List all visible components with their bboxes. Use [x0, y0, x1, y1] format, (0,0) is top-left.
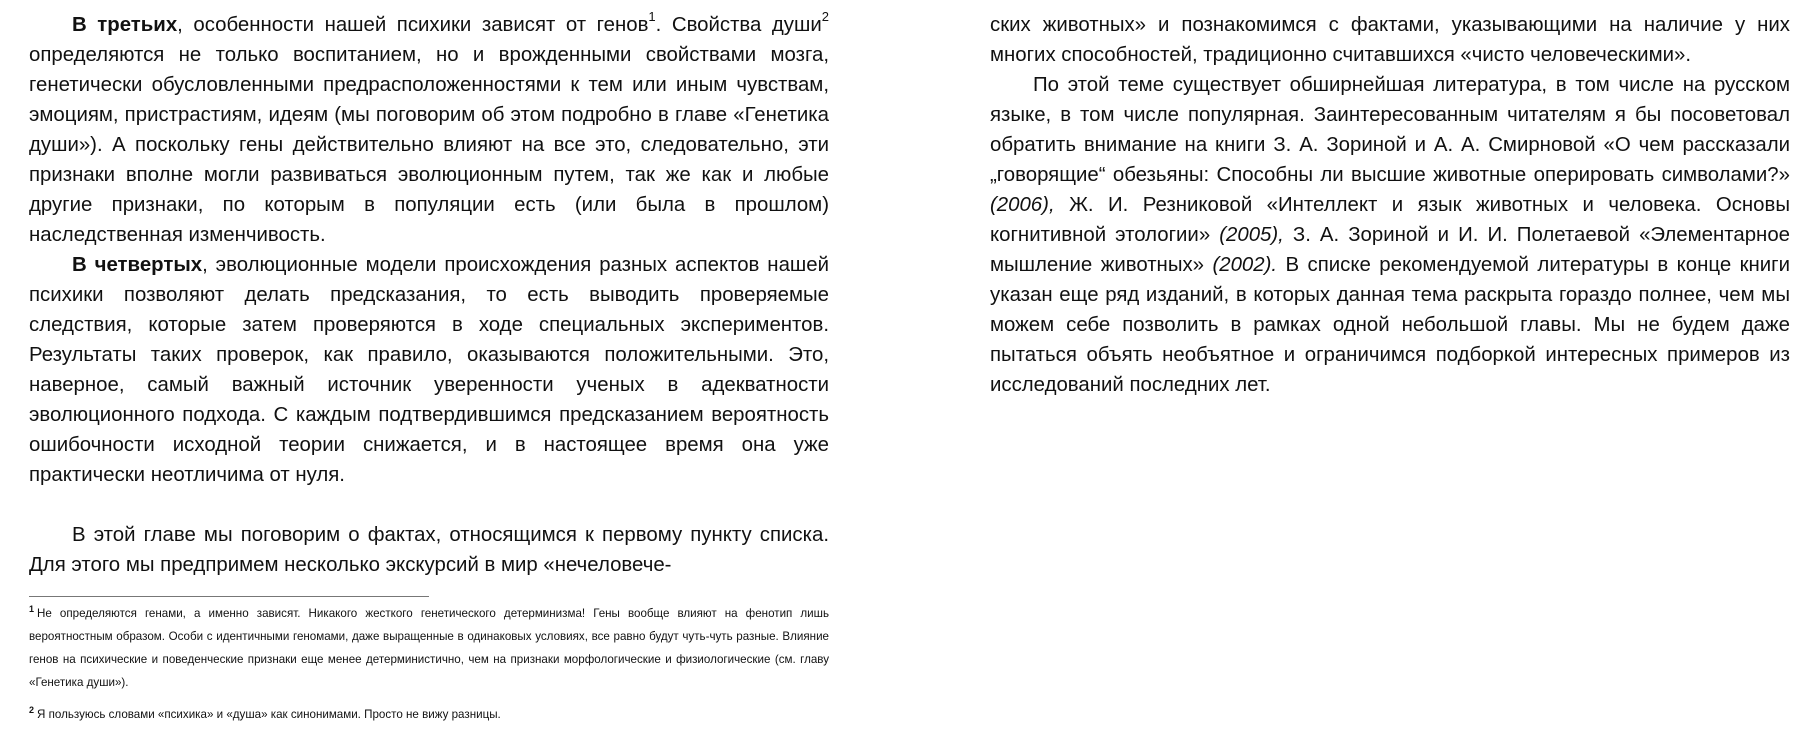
year-2005: (2005), — [1210, 224, 1284, 246]
paragraph-text: определяются не только воспитанием, но и врожденными свойствами мозга, генетически обусловленными предрасположенностями к тем или иным чувствам, эмоциям, пристрастиям, идеям (мы поговорим об этом подробно в главе «Генетика души»). А поскольку гены действительно влияют на все это, следовательно, эти признаки вполне могли развиваться эволюционным путем, так же как и любые другие признаки, по которым в популяции есть (или была в прошлом) наследственная изменчивость. — [29, 44, 829, 246]
paragraph-text: . Свойства души — [655, 14, 822, 36]
paragraph-text: Ж. И. Резниковой «Интеллект и язык животных и человека. Основы когнитивной этологии» — [990, 194, 1790, 246]
year-2002: (2002). — [1204, 254, 1278, 276]
paragraph-text: , эволюционные модели происхождения разных аспектов нашей психики позволяют делать предсказания, то есть выводить проверяемые следствия, которые затем проверяются в ходе специальных экспериментов. Результаты таких проверок, как правило, оказываются положительными. Это, наверное, самый важный источник уверенности ученых в адекватности эволюционного подхода. С каждым подтвердившимся предсказанием вероятность ошибочности исходной теории снижается, и в настоящее время она уже практически неотличима от нуля. — [29, 254, 830, 486]
paragraph-literature — [990, 70, 1790, 400]
paragraph-text: По этой теме существует обширнейшая литература, в том числе на русском языке, в том числе популярная. Заинтересованным читателям я бы посоветовал обратить внимание на книги З. А. Зориной и А. А. Смирновой «О чем рассказали „говорящие“ обезьяны: Способны ли высшие животные оперировать символами?» — [990, 74, 1790, 186]
bold-lead-thirdly: В третьих — [72, 14, 178, 36]
left-column — [29, 10, 829, 580]
paragraph-thirdly — [29, 10, 829, 250]
footnote-ref-1[interactable]: 1 — [648, 9, 656, 25]
footnote-mark-1: 1 — [29, 604, 35, 615]
footnote-1 — [29, 602, 829, 694]
footnote-mark-2: 2 — [29, 705, 35, 716]
footnote-2 — [29, 703, 829, 726]
footnotes — [29, 602, 829, 726]
footnote-text: Я пользуюсь словами «психика» и «душа» как синонимами. Просто не вижу разницы. — [37, 708, 501, 721]
footnote-ref-2[interactable]: 2 — [821, 9, 829, 25]
bold-lead-fourthly: В четвертых — [72, 254, 203, 276]
paragraph-text: З. А. Зориной и И. И. Полетаевой «Элементарное мышление животных» — [990, 224, 1790, 276]
paragraph-fourthly — [29, 250, 829, 490]
paragraph-text: В списке рекомендуемой литературы в конце книги указан еще ряд изданий, в которых данная тема раскрыта гораздо полнее, чем мы можем себе позволить в рамках одной небольшой главы. Мы не будем даже пытаться объять необъятное и ограничимся подборкой интересных примеров из исследований последних лет. — [990, 254, 1790, 396]
footnote-text: Не определяются генами, а именно зависят. Никакого жесткого генетического детерминизма! Гены вообще влияют на фенотип лишь вероятностным образом. Особи с идентичными геномами, даже выращенные в одинаковых условиях, все равно будут чуть-чуть разные. Влияние генов на психические и поведенческие признаки еще менее детерминистично, чем на признаки морфологические и физиологические (см. главу «Генетика души»). — [29, 607, 829, 689]
right-column — [990, 10, 1790, 400]
paragraph-chapter-intro: В этой главе мы поговорим о фактах, относящимся к первому пункту списка. Для этого мы предпримем несколько экскурсий в мир «нечеловече- — [29, 524, 829, 576]
year-2006: (2006), — [990, 194, 1055, 216]
footnote-divider — [29, 596, 429, 597]
paragraph-gap — [29, 490, 829, 520]
paragraph-continued: ских животных» и познакомимся с фактами, указывающими на наличие у них многих способностей, традиционно считавшихся «чисто человеческими». — [990, 14, 1790, 66]
paragraph-text: , особенности нашей психики зависят от генов — [177, 14, 649, 36]
